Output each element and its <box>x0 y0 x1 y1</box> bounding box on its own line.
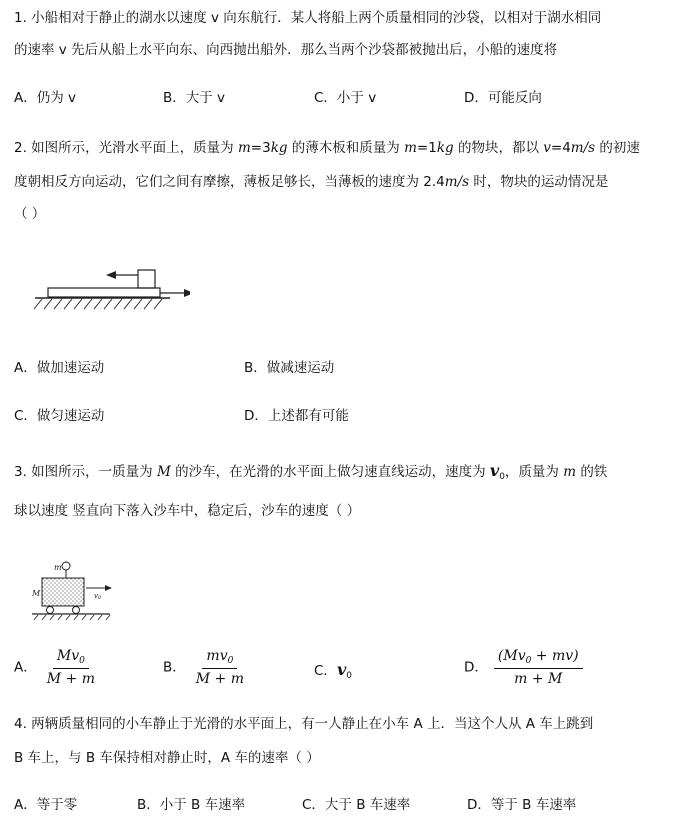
q1-option-b: B．大于 v <box>163 90 226 106</box>
q3-fig-velocity-label: v0 <box>94 592 102 601</box>
q4-option-b: B．小于 B 车速率 <box>137 797 246 813</box>
q3-option-b: B． $\frac{mv_0}{M + m}$ <box>163 648 245 687</box>
q2-stem-line1: 2. 如图所示，光滑水平面上，质量为 m=3kg 的薄木板和质量为 m=1kg 的物块，都以 v=4m/s 的初速 <box>14 140 640 156</box>
q4-option-c: C．大于 B 车速率 <box>302 797 411 813</box>
q2-option-b: B．做减速运动 <box>244 360 335 376</box>
q4-stem-line2: B 车上，与 B 车保持相对静止时，A 车的速率（ ） <box>14 750 320 766</box>
q3-stem-line2: 球以速度 竖直向下落入沙车中，稳定后，沙车的速度（ ） <box>14 503 361 519</box>
q3-fig-ball-label: m <box>54 563 62 572</box>
q3-stem-line1: 3. 如图所示，一质量为 M 的沙车，在光滑的水平面上做匀速直线运动，速度为 $v_0$，质量为 m 的铁 <box>14 461 608 482</box>
q3-option-d: D． $\frac{(Mv_0 + mv)}{m + M}$ <box>464 648 583 687</box>
q1-stem-line2: 的速率 v 先后从船上水平向东、向西抛出船外．那么当两个沙袋都被抛出后，小船的速度将 <box>14 42 558 58</box>
q2-board-block-figure <box>30 262 190 322</box>
q4-option-d: D．等于 B 车速率 <box>467 797 577 813</box>
q1-stem-line1: 1. 小船相对于静止的湖水以速度 v 向东航行．某人将船上两个质量相同的沙袋，以相对于湖水相同 <box>14 10 602 26</box>
q2-option-d: D．上述都有可能 <box>244 408 349 424</box>
q3-option-c: C．$v_0$ <box>314 660 352 681</box>
q3-option-a: A． $\frac{Mv_0}{M + m}$ <box>14 648 95 687</box>
q3-sand-cart-figure <box>26 558 116 620</box>
q1-option-d: D．可能反向 <box>464 90 542 106</box>
q2-stem-line2: 度朝相反方向运动，它们之间有摩擦，薄板足够长，当薄板的速度为 2.4m/s 时，物块的运动情况是 <box>14 174 609 190</box>
q4-stem-line1: 4. 两辆质量相同的小车静止于光滑的水平面上，有一人静止在小车 A 上．当这个人从 A 车上跳到 <box>14 716 594 732</box>
q3-fig-cart-label: M <box>32 589 41 598</box>
q2-option-a: A．做加速运动 <box>14 360 105 376</box>
q2-option-c: C．做匀速运动 <box>14 408 105 424</box>
q4-option-a: A．等于零 <box>14 797 78 813</box>
q1-option-a: A．仍为 v <box>14 90 77 106</box>
q2-stem-line3: （ ） <box>14 206 46 222</box>
q1-option-c: C．小于 v <box>314 90 377 106</box>
